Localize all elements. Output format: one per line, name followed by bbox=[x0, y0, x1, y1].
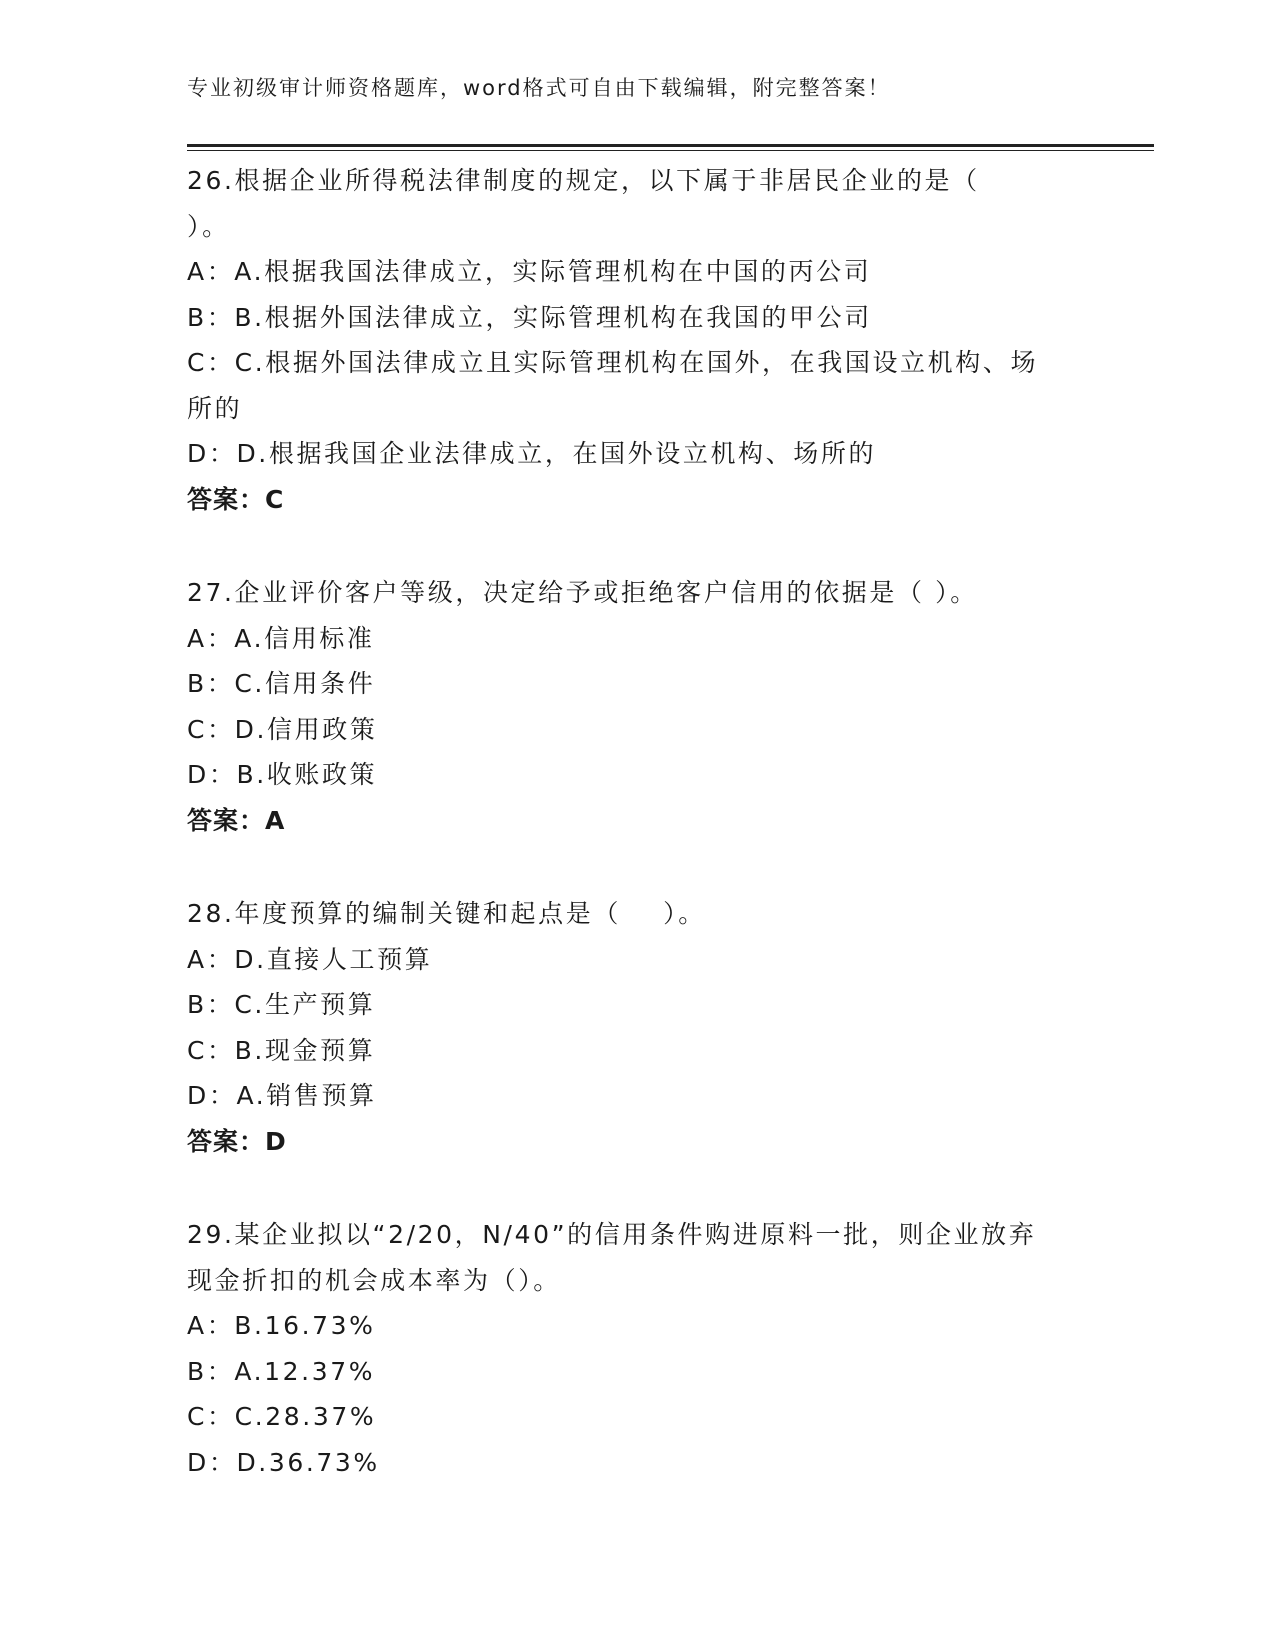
answer-option: B：B.根据外国法律成立，实际管理机构在我国的甲公司 bbox=[187, 302, 872, 332]
answer-option: A：A.根据我国法律成立，实际管理机构在中国的丙公司 bbox=[187, 257, 872, 286]
question-block bbox=[187, 891, 1087, 1164]
question-stem: 27.企业评价客户等级，决定给予或拒绝客户信用的依据是（ ）。 bbox=[187, 578, 978, 607]
answer-option: C：C.28.37% bbox=[187, 1402, 377, 1431]
question-stem: 现金折扣的机会成本率为（）。 bbox=[187, 1265, 561, 1295]
answer-option: A：A.信用标准 bbox=[187, 623, 375, 653]
answer-key: 答案：C bbox=[187, 484, 285, 514]
answer-option: B：C.生产预算 bbox=[187, 990, 376, 1019]
answer-option: D：B.收账政策 bbox=[187, 760, 378, 789]
question-stem: 26.根据企业所得税法律制度的规定，以下属于非居民企业的是（ bbox=[187, 166, 980, 195]
question-list bbox=[187, 158, 1087, 1533]
answer-option: C：B.现金预算 bbox=[187, 1035, 376, 1065]
answer-option: B：C.信用条件 bbox=[187, 669, 376, 698]
question-stem: 28.年度预算的编制关键和起点是（ ）。 bbox=[187, 899, 706, 928]
question-block bbox=[187, 570, 1087, 843]
question-stem: ）。 bbox=[187, 211, 230, 241]
answer-option: B：A.12.37% bbox=[187, 1356, 376, 1386]
answer-option: D：D.根据我国企业法律成立，在国外设立机构、场所的 bbox=[187, 439, 877, 468]
answer-key: 答案：D bbox=[187, 1126, 287, 1156]
answer-option: D：A.销售预算 bbox=[187, 1081, 377, 1110]
answer-option: 所的 bbox=[187, 393, 243, 423]
question-block bbox=[187, 1212, 1087, 1485]
answer-key: 答案：A bbox=[187, 805, 286, 835]
header-rule-thick bbox=[187, 144, 1154, 147]
page-header: 专业初级审计师资格题库，word格式可自由下载编辑，附完整答案！ bbox=[187, 76, 891, 100]
question-block bbox=[187, 158, 1087, 522]
answer-option: C：D.信用政策 bbox=[187, 714, 378, 744]
header-rule-thin bbox=[187, 150, 1154, 151]
question-stem: 29.某企业拟以“2/20，N/40”的信用条件购进原料一批，则企业放弃 bbox=[187, 1220, 1037, 1249]
answer-option: D：D.36.73% bbox=[187, 1447, 380, 1477]
answer-option: A：B.16.73% bbox=[187, 1311, 376, 1340]
answer-option: A：D.直接人工预算 bbox=[187, 944, 433, 974]
answer-option: C：C.根据外国法律成立且实际管理机构在国外，在我国设立机构、场 bbox=[187, 348, 1039, 377]
